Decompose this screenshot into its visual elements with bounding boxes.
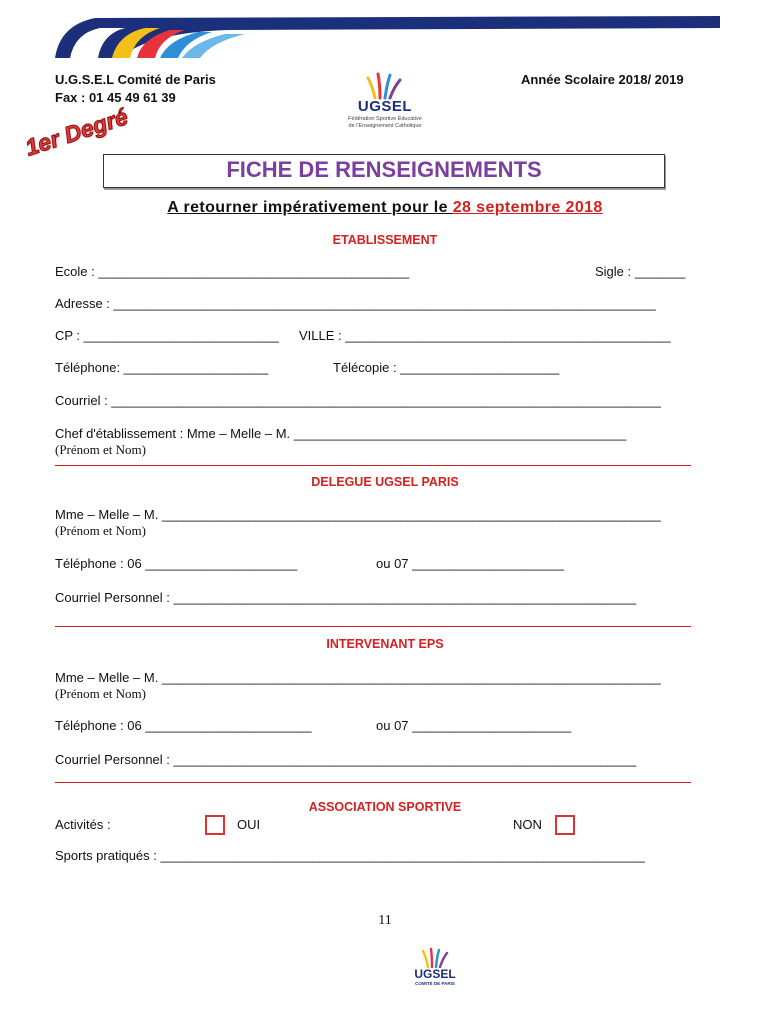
intervenant-courriel-field[interactable]: Courriel Personnel : ________________________________________________________________ (55, 752, 637, 767)
section-delegue: DELEGUE UGSEL PARIS (311, 475, 459, 489)
delegue-tel-field[interactable]: Téléphone : 06 _____________________ (55, 556, 298, 571)
delegue-courriel-field[interactable]: Courriel Personnel : ________________________________________________________________ (55, 590, 637, 605)
courriel-field[interactable]: Courriel : ____________________________________________________________________________ (55, 393, 661, 408)
header-banner (0, 0, 770, 70)
ugsel-logo-sub2: de l'Enseignement Catholique (348, 123, 422, 129)
page-title: FICHE DE RENSEIGNEMENTS (226, 157, 542, 182)
activites-label: Activités : (55, 817, 111, 832)
ugsel-emblem-icon (405, 946, 465, 968)
intervenant-name-field[interactable]: Mme – Melle – M. _____________________________________________________________________ (55, 670, 661, 685)
cp-field[interactable]: CP : ___________________________ (55, 328, 279, 343)
delegue-name-note: (Prénom et Nom) (55, 523, 146, 538)
org-fax: Fax : 01 45 49 61 39 (55, 90, 176, 105)
page-number: 11 (378, 913, 392, 928)
org-name: U.G.S.E.L Comité de Paris (55, 72, 216, 87)
section-divider (55, 782, 691, 783)
delegue-name-field[interactable]: Mme – Melle – M. _____________________________________________________________________ (55, 507, 661, 522)
section-etablissement: ETABLISSEMENT (332, 233, 438, 247)
oui-checkbox[interactable] (205, 815, 225, 835)
non-label: NON (513, 817, 542, 832)
deadline-date: 28 septembre 2018 (452, 199, 603, 216)
school-year: Année Scolaire 2018/ 2019 (521, 72, 684, 87)
non-checkbox[interactable] (555, 815, 575, 835)
degree-badge: 1er Degré (22, 103, 131, 161)
oui-label: OUI (237, 817, 261, 832)
chef-note: (Prénom et Nom) (55, 442, 146, 457)
ecole-field[interactable]: Ecole : ___________________________________________ (55, 264, 410, 279)
delegue-tel2-field[interactable]: ou 07 _____________________ (376, 556, 564, 571)
footer-logo-sub: COMITÉ DE PARIS (415, 981, 455, 986)
footer-logo-text: UGSEL (414, 967, 456, 981)
sigle-field[interactable]: Sigle : _______ (595, 264, 686, 279)
ville-field[interactable]: VILLE : _____________________________________________ (299, 328, 671, 343)
ugsel-logo-sub1: Fédération Sportive Éducative (348, 116, 422, 122)
intervenant-tel-field[interactable]: Téléphone : 06 _______________________ (55, 718, 312, 733)
telecopie-field[interactable]: Télécopie : ______________________ (333, 360, 560, 375)
sports-field[interactable]: Sports pratiqués : ___________________________________________________________________ (55, 848, 645, 863)
ugsel-logo-text: UGSEL (357, 98, 413, 115)
section-intervenant: INTERVENANT EPS (326, 637, 444, 651)
ugsel-emblem-icon (340, 70, 430, 100)
section-divider (55, 465, 691, 466)
footer-logo (405, 946, 465, 992)
deadline-line (0, 199, 770, 217)
telephone-field[interactable]: Téléphone: ____________________ (55, 360, 269, 375)
intervenant-tel2-field[interactable]: ou 07 ______________________ (376, 718, 572, 733)
adresse-field[interactable]: Adresse : ___________________________________________________________________________ (55, 296, 656, 311)
deadline-prefix: A retourner impérativement pour le (167, 199, 453, 216)
intervenant-name-note: (Prénom et Nom) (55, 686, 146, 701)
section-divider (55, 626, 691, 627)
chef-field[interactable]: Chef d'établissement : Mme – Melle – M. ______________________________________________ (55, 426, 627, 441)
section-association: ASSOCIATION SPORTIVE (308, 800, 462, 814)
ugsel-logo (340, 70, 430, 132)
